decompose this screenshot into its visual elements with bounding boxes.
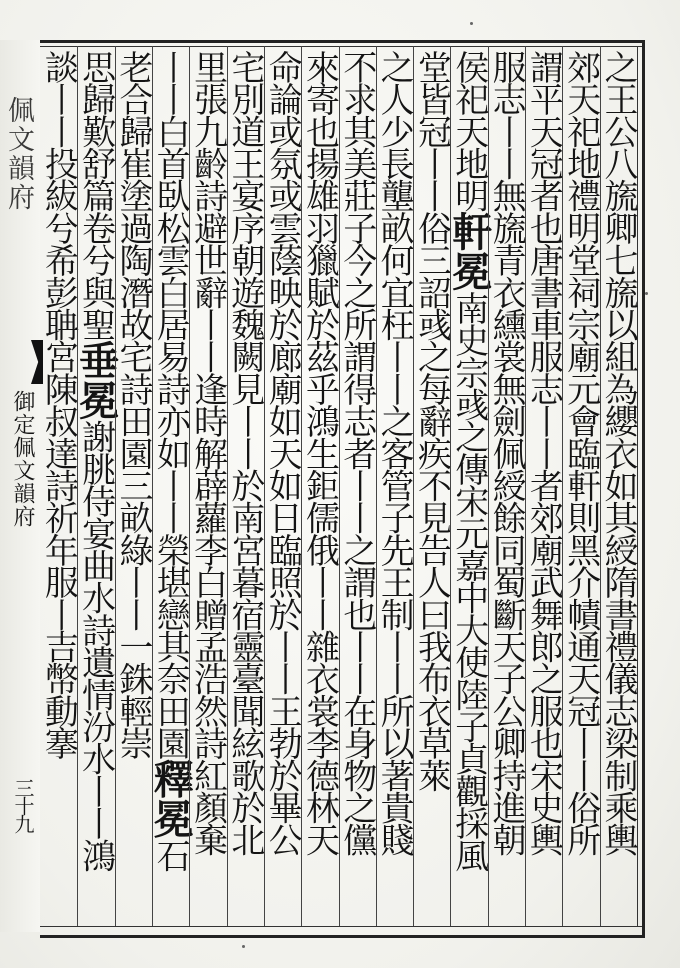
paper-speck: [645, 292, 648, 295]
column-rule: [600, 46, 601, 926]
text-segment: 命論或氛或雲蔭映於廊廟如天如日臨照於丨丨王勃於畢公: [262, 50, 303, 856]
text-segment: 里張九齡詩避世辭丨丨逢時解薜蘿李白贈孟浩然詩紅顏棄: [187, 50, 228, 856]
column-rule: [488, 46, 489, 926]
text-column: [411, 50, 452, 922]
text-column: [262, 50, 303, 922]
text-segment: 老合歸崔塗過陶潛故宅詩田園三畝綠丨丨一銖輕: [112, 50, 153, 727]
frame-rule-bottom: [40, 926, 642, 927]
text-column: [560, 50, 601, 922]
column-rule: [376, 46, 377, 926]
text-segment: 郊天祀地禮明堂祠宗廟元會臨軒則黑介幘通天冠丨丨俗所: [560, 50, 601, 856]
text-segment: 謂平天冠者也唐書車服志丨丨者郊廟武舞郎之服也宋史輿: [523, 50, 564, 856]
column-rule: [339, 46, 340, 926]
text-column: [445, 50, 493, 922]
text-segment: 石: [150, 838, 191, 871]
text-segment: 思歸歎舒篇卷兮與聖: [75, 50, 116, 340]
text-column: [299, 50, 340, 922]
text-segment: 服志丨丨無旒青衣纁裳無劍佩綬餘同蜀斷天子公卿持進朝: [486, 50, 527, 856]
text-column: [224, 50, 265, 922]
text-column: [523, 50, 564, 922]
text-segment: 侯祀天地明: [448, 50, 489, 212]
column-rule: [152, 46, 153, 926]
column-rule: [562, 46, 563, 926]
frame-rule-top: [40, 46, 642, 47]
column-rule: [301, 46, 302, 926]
text-column: [147, 50, 195, 922]
text-column: [72, 50, 120, 922]
text-segment: 來寄也揚雄羽獵賦於茲乎鴻生鉅儒俄丨丨雜衣裳李德林天: [299, 50, 340, 856]
column-rule: [227, 46, 228, 926]
text-column: [486, 50, 527, 922]
text-segment: 謝朓侍宴曲水詩遺情汾水丨丨鴻: [75, 419, 116, 871]
paper-speck: [470, 22, 473, 25]
column-rule: [115, 46, 116, 926]
text-segment: 談丨丨投紱兮希彭聃: [38, 50, 79, 340]
text-segment: 之王公八旒卿七旒以組為纓衣如其綬隋書禮儀志梁制乘輿: [598, 50, 638, 856]
text-column: [112, 50, 153, 922]
column-rule: [413, 46, 414, 926]
text-segment: 宅別道王宴序朝遊魏闕見丨丨於南宮暮宿靈臺聞絃歌於北: [224, 50, 265, 856]
headword: 垂冕: [72, 339, 120, 420]
text-segment: 不求其美莊子今之所謂得志者丨丨之謂也丨丨在身物之儻: [336, 50, 377, 856]
text-segment: 堂皆冠丨丨: [411, 50, 452, 212]
text-segment: 宮陳叔達詩祈年服丨吉幣動搴: [38, 339, 79, 759]
running-title: 佩文韻府: [3, 96, 34, 212]
column-rule: [525, 46, 526, 926]
text-segment: 崇: [112, 726, 153, 759]
column-rule: [189, 46, 190, 926]
column-rule: [77, 46, 78, 926]
text-column: [187, 50, 228, 922]
page-number: 三十九: [11, 778, 35, 832]
headword: 釋冕: [147, 758, 195, 839]
column-rule: [264, 46, 265, 926]
text-column: [336, 50, 377, 922]
headword: 軒冕: [445, 211, 493, 292]
paper-speck: [242, 945, 245, 948]
text-segment: 丨丨白首臥松雲白居易詩亦如丨丨榮堪戀其奈田園: [150, 50, 191, 759]
book-title: 御定佩文韻府: [10, 390, 35, 528]
text-column: [598, 50, 638, 922]
text-column: [374, 50, 415, 922]
text-segment: 之人少長壟畝何宜枉丨丨之客管子先王制丨丨所以著貴賤: [374, 50, 415, 856]
text-column: [38, 50, 79, 922]
text-segment: 俗三詔彧之每辭疾不見告人曰我布衣草萊: [411, 211, 452, 791]
column-rule: [450, 46, 451, 926]
text-segment: 南史宗彧之傳宋元嘉中大使陸子貞觀採風: [448, 291, 489, 871]
page-gutter: [0, 40, 40, 932]
